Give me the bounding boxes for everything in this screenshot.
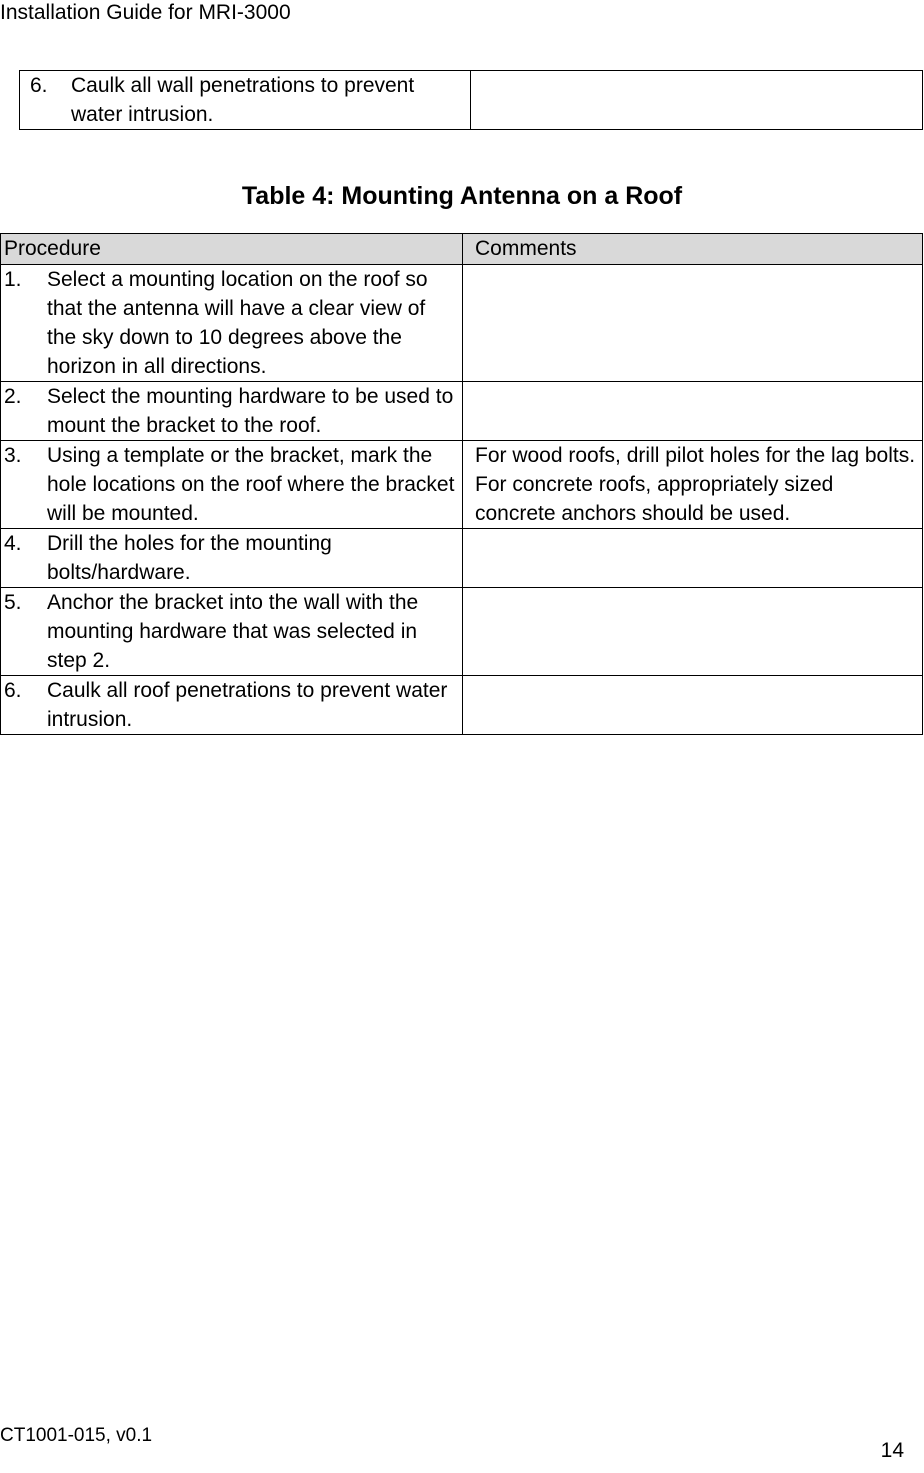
step-text: Select a mounting location on the roof so that the antenna will have a clear view of the sky down to 10 degrees above the horizon in all directions.	[47, 268, 428, 378]
procedure-cell	[1, 265, 463, 382]
procedure-cell	[1, 441, 463, 529]
comment-line: For concrete roofs, appropriately sized concrete anchors should be used.	[475, 473, 834, 525]
table-row	[1, 441, 923, 529]
comment-line: For wood roofs, drill pilot holes for the lag bolts.	[475, 444, 916, 467]
step-number: 6.	[30, 74, 48, 97]
table-caption: Table 4: Mounting Antenna on a Roof	[241, 182, 683, 210]
comment-cell	[463, 676, 923, 735]
table-row	[1, 588, 923, 676]
page-number: 14	[880, 1439, 904, 1462]
comment-cell	[463, 441, 923, 529]
column-header-comments: Comments	[463, 234, 923, 265]
table-row	[1, 265, 923, 382]
step-text: Caulk all roof penetrations to prevent water intrusion.	[47, 679, 448, 731]
step-text: Select the mounting hardware to be used to mount the bracket to the roof.	[47, 385, 454, 437]
roof-mounting-table	[0, 233, 923, 735]
table-row	[20, 71, 923, 130]
step-number: 4.	[4, 532, 22, 555]
step-item	[1, 441, 462, 528]
procedure-cell	[1, 676, 463, 735]
procedure-cell	[1, 529, 463, 588]
table-header-row	[1, 234, 923, 265]
continued-procedure-table	[19, 70, 923, 130]
procedure-cell	[20, 71, 471, 130]
comment-cell	[463, 529, 923, 588]
page-header-title: Installation Guide for MRI-3000	[0, 1, 291, 24]
procedure-cell	[1, 588, 463, 676]
step-item	[1, 676, 462, 734]
table-row	[1, 676, 923, 735]
step-text: Using a template or the bracket, mark the hole locations on the roof where the bracket will be mounted.	[47, 444, 455, 525]
document-code: CT1001-015, v0.1	[0, 1425, 153, 1446]
comment-cell	[471, 71, 923, 130]
comment-cell	[463, 382, 923, 441]
step-text: Caulk all wall penetrations to prevent water intrusion.	[71, 74, 415, 126]
step-number: 2.	[4, 385, 22, 408]
step-number: 3.	[4, 444, 22, 467]
column-header-procedure: Procedure	[1, 234, 463, 265]
table-row	[1, 529, 923, 588]
step-text: Anchor the bracket into the wall with the mounting hardware that was selected in step 2.	[47, 591, 419, 672]
table-row	[1, 382, 923, 441]
comment-cell	[463, 265, 923, 382]
procedure-cell	[1, 382, 463, 441]
comment-cell	[463, 588, 923, 676]
step-item	[20, 71, 470, 129]
step-text: Drill the holes for the mounting bolts/hardware.	[47, 532, 332, 584]
step-number: 5.	[4, 591, 22, 614]
step-number: 6.	[4, 679, 22, 702]
step-item	[1, 529, 462, 587]
step-item	[1, 265, 462, 381]
step-item	[1, 382, 462, 440]
step-number: 1.	[4, 268, 22, 291]
step-item	[1, 588, 462, 675]
